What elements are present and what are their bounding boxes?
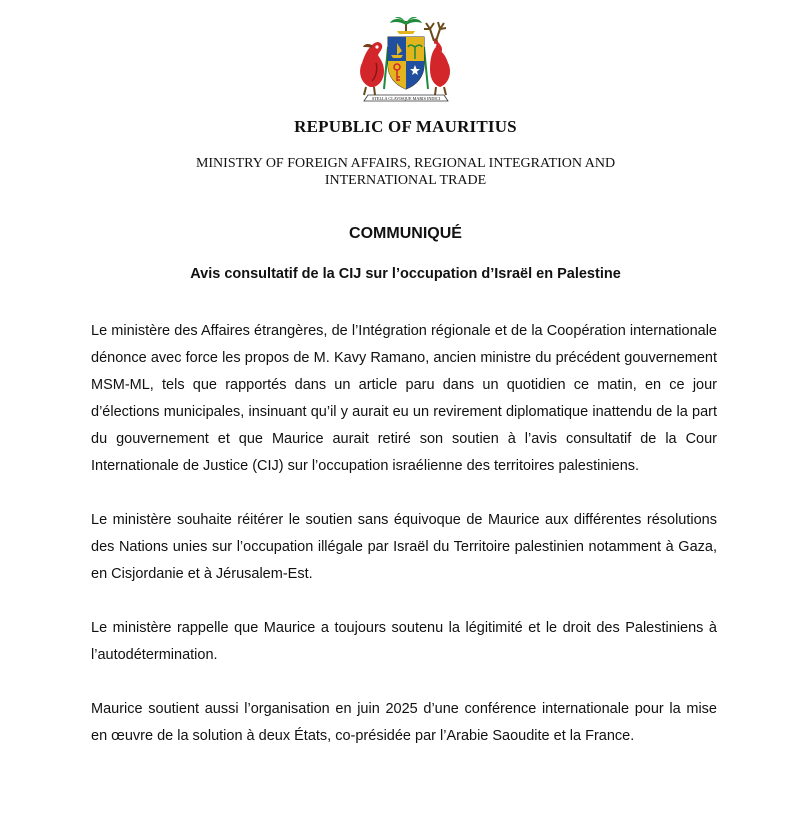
ministry-line-1: MINISTRY OF FOREIGN AFFAIRS, REGIONAL INTEGRATION AND [195,156,616,171]
ministry-line-2: INTERNATIONAL TRADE [324,173,487,188]
ministry-heading [150,155,661,189]
paragraph: Le ministère rappelle que Maurice a toujours soutenu la légitimité et le droit des Palestiniens à l’autodétermination. [91,620,717,663]
communique-title: COMMUNIQUÉ [349,225,462,242]
communique-body [91,318,717,777]
paragraph: Le ministère des Affaires étrangères, de l’Intégration régionale et de la Coopération internationale dénonce avec force les propos de M. Kavy Ramano, ancien ministre du précédent gouvernement MSM-ML, tels que rapportés dans un article paru dans un quotidien ce matin, en ce jour d’élections municipales, insinuant qu’il y aurait eu un revirement diplomatique inattendu de la part du gouvernement et que Maurice aurait retiré son soutien à l’avis consultatif de la Cour Internationale de Justice (CIJ) sur l’occupation israélienne des territoires palestiniens. [91,323,717,474]
communique-subject: Avis consultatif de la CIJ sur l’occupation d’Israël en Palestine [190,266,621,282]
coat-of-arms-icon [350,17,462,105]
motto-text: STELLA CLAVISQUE MARIS INDICI [372,96,440,101]
paragraph: Maurice soutient aussi l’organisation en juin 2025 d’une conférence internationale pour la mise en œuvre de la solution à deux États, co-présidée par l’Arabie Saoudite et la France. [91,701,717,744]
republic-heading: REPUBLIC OF MAURITIUS [294,117,517,136]
paragraph: Le ministère souhaite réitérer le soutien sans équivoque de Maurice aux différentes résolutions des Nations unies sur l’occupation illégale par Israël du Territoire palestinien notamment à Gaza, en Cisjordanie et à Jérusalem-Est. [91,512,717,582]
